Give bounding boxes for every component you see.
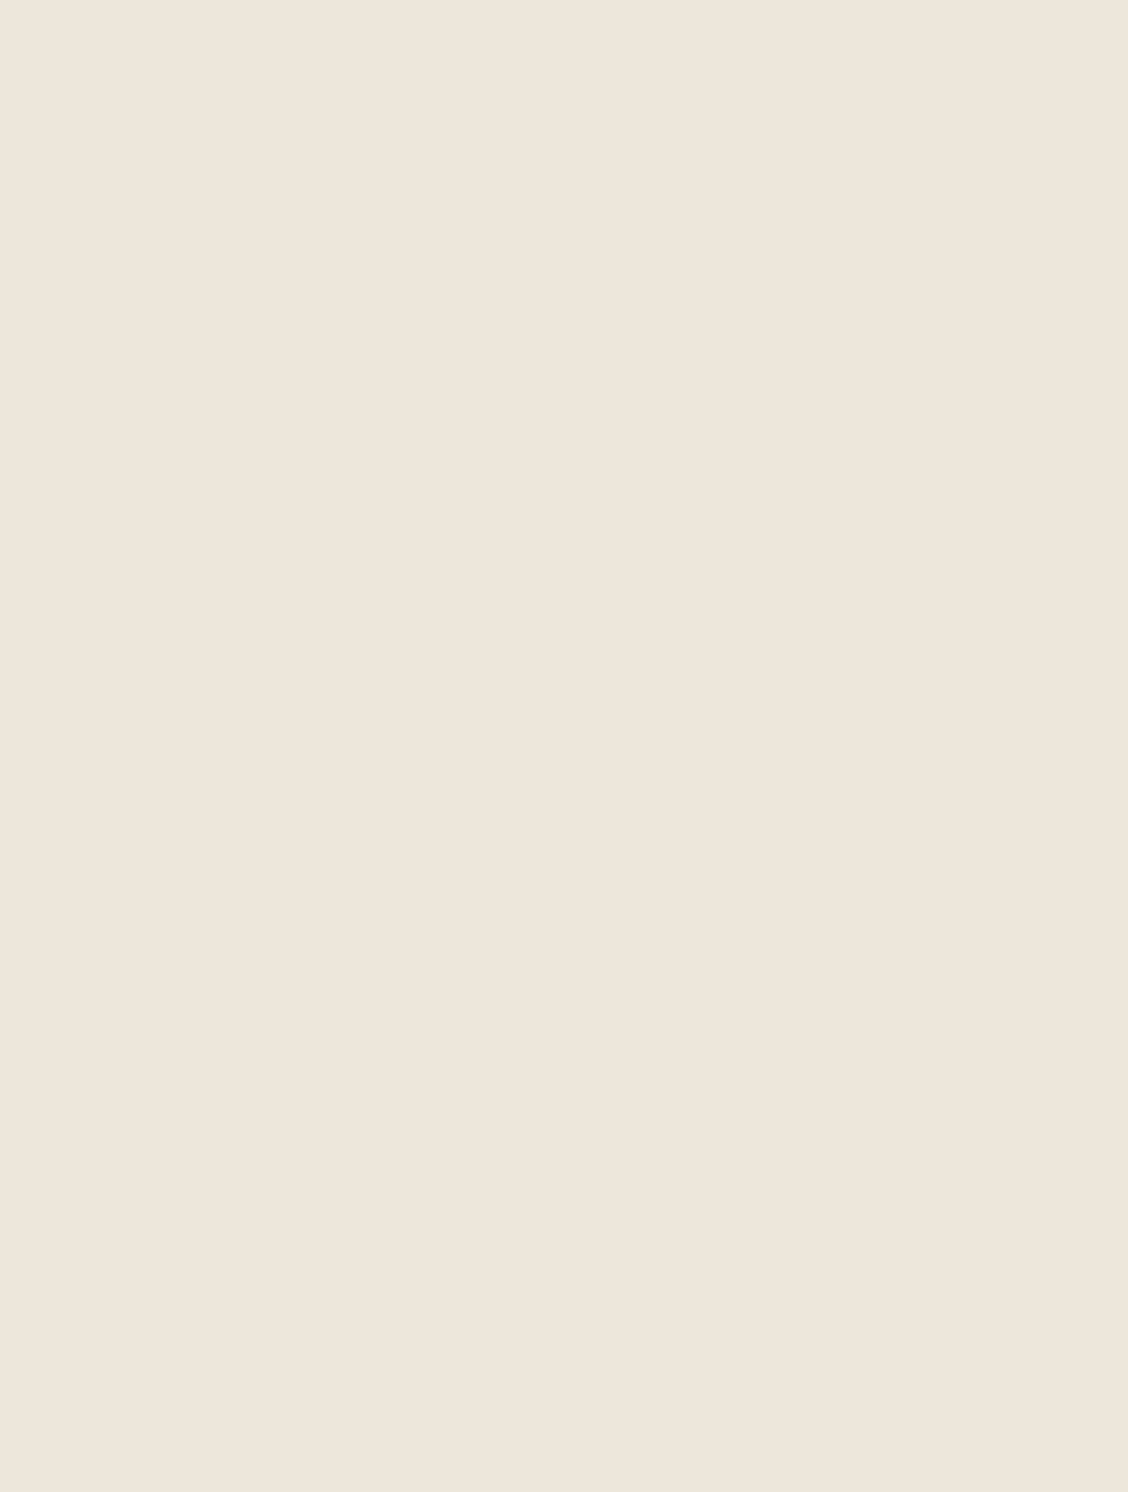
page-header (0, 0, 1128, 86)
